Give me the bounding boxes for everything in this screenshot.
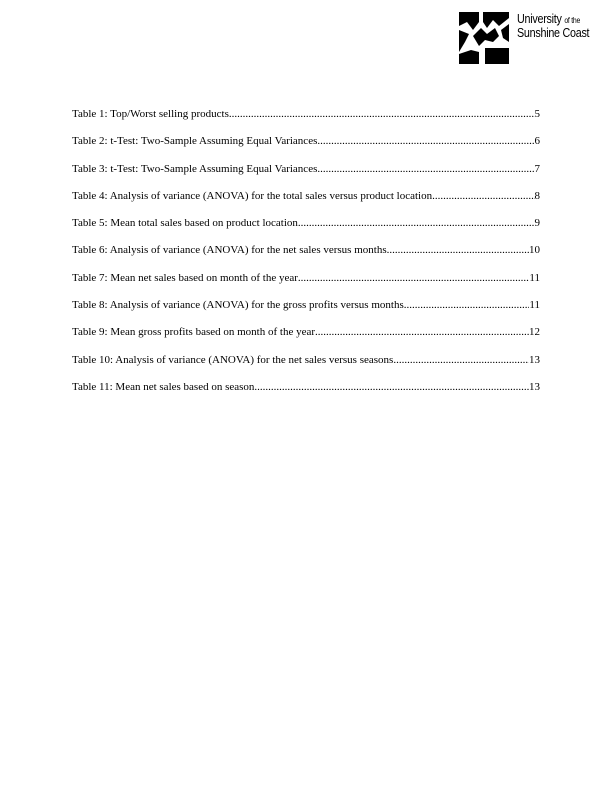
toc-leader-dots [298, 272, 530, 285]
toc-leader-dots [317, 135, 534, 148]
toc-leader-dots [387, 244, 529, 257]
toc-entry[interactable] [72, 163, 540, 190]
university-logo [459, 12, 589, 64]
toc-entry-page[interactable]: 10 [529, 244, 540, 257]
toc-entry-page[interactable]: 13 [529, 353, 540, 366]
toc-entry[interactable] [72, 217, 540, 244]
table-of-figures [72, 108, 540, 408]
toc-entry[interactable] [72, 108, 540, 135]
toc-entry-title[interactable]: Table 11: Mean net sales based on season [72, 380, 255, 393]
toc-leader-dots [404, 299, 530, 312]
toc-entry-title[interactable]: Table 5: Mean total sales based on product location [72, 217, 298, 230]
logo-line-1: University [517, 12, 562, 26]
toc-entry[interactable] [72, 299, 540, 326]
toc-leader-dots [393, 354, 529, 367]
toc-entry-page[interactable]: 13 [529, 380, 540, 393]
toc-entry-title[interactable]: Table 2: t-Test: Two-Sample Assuming Equal Variances [72, 135, 318, 148]
toc-entry-page[interactable]: 8 [534, 189, 540, 202]
toc-entry-page[interactable]: 11 [529, 271, 540, 284]
toc-entry-page[interactable]: 12 [529, 326, 540, 339]
toc-entry-title[interactable]: Table 3: t-Test: Two-Sample Assuming Equal Variances [72, 162, 318, 175]
toc-entry-page[interactable]: 5 [534, 108, 540, 120]
logo-line-2: Sunshine Coast [517, 26, 590, 40]
toc-entry-page[interactable]: 7 [534, 162, 540, 175]
toc-leader-dots [254, 381, 529, 394]
toc-entry-page[interactable]: 6 [534, 135, 540, 148]
toc-entry[interactable] [72, 326, 540, 353]
toc-entry-title[interactable]: Table 8: Analysis of variance (ANOVA) for the gross profits versus months [72, 299, 404, 312]
toc-entry-title[interactable]: Table 10: Analysis of variance (ANOVA) for the net sales versus seasons [72, 353, 394, 366]
toc-entry[interactable] [72, 135, 540, 162]
toc-entry[interactable] [72, 190, 540, 217]
logo-line-1-small: of the [564, 16, 581, 25]
toc-leader-dots [432, 190, 534, 203]
toc-leader-dots [315, 326, 529, 339]
toc-entry-page[interactable]: 11 [529, 299, 540, 312]
toc-leader-dots [229, 108, 535, 121]
toc-entry-page[interactable]: 9 [534, 217, 540, 230]
toc-entry-title[interactable]: Table 6: Analysis of variance (ANOVA) for the net sales versus months [72, 244, 387, 257]
toc-entry-title[interactable]: Table 7: Mean net sales based on month of the year [72, 271, 298, 284]
toc-entry[interactable] [72, 354, 540, 381]
logo-wordmark [517, 13, 589, 40]
toc-entry-title[interactable]: Table 4: Analysis of variance (ANOVA) for the total sales versus product location [72, 189, 433, 202]
logo-emblem-icon [459, 12, 515, 64]
toc-leader-dots [298, 217, 535, 230]
toc-entry-title[interactable]: Table 1: Top/Worst selling products [72, 108, 229, 120]
toc-entry[interactable] [72, 381, 540, 408]
toc-entry[interactable] [72, 272, 540, 299]
toc-leader-dots [317, 163, 534, 176]
toc-entry-title[interactable]: Table 9: Mean gross profits based on month of the year [72, 326, 316, 339]
toc-entry[interactable] [72, 244, 540, 271]
